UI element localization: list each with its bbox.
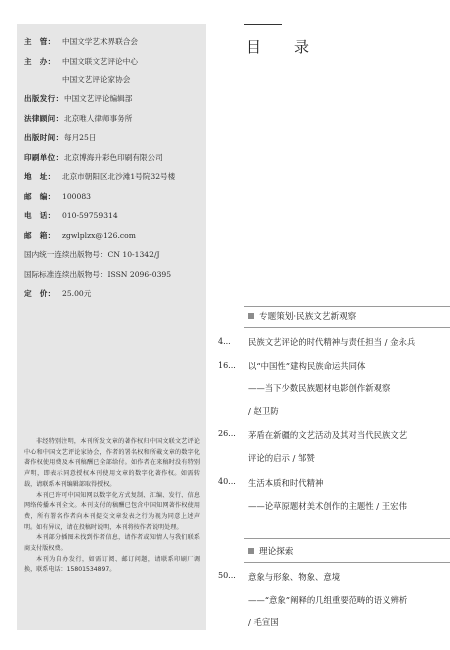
masthead-value: 中国文学艺术界联合会: [62, 37, 138, 46]
toc-title: 目 录: [246, 38, 319, 56]
toc-entry-title[interactable]: 以“中国性”建构民族命运共同体: [248, 361, 366, 371]
masthead-label: 邮 箱：: [24, 230, 56, 240]
masthead-row-phone: [24, 211, 204, 231]
section-rule: [244, 538, 450, 539]
masthead-row-price: [24, 289, 204, 309]
table-of-contents: [214, 0, 450, 650]
masthead-label: 主 办：: [24, 56, 56, 66]
masthead-row-postcode: [24, 192, 204, 212]
masthead-value: 国际标准连续出版物号：ISSN 2096-0395: [24, 269, 172, 279]
masthead-row-supervisor: [24, 37, 204, 57]
masthead-value: 北京博海升彩色印刷有限公司: [64, 152, 163, 162]
section-rule: [244, 327, 450, 328]
title-rule: [244, 24, 282, 25]
toc-page-number: 40...: [218, 477, 236, 486]
masthead-value: 北京市朝阳区北沙滩1号院32号楼: [62, 172, 176, 181]
toc-page-number: 26...: [218, 429, 236, 438]
masthead-row-legal: [24, 114, 204, 134]
masthead-label: 法律顾问：: [24, 113, 64, 123]
masthead-label: 电 话：: [24, 211, 56, 220]
masthead-value: 北京唯人律师事务所: [64, 113, 133, 123]
masthead-row-issn: [24, 270, 204, 290]
toc-page-number: 50...: [218, 571, 236, 580]
toc-entry-title[interactable]: 民族文艺评论的时代精神与责任担当 / 金永兵: [248, 337, 416, 347]
masthead-label: 地 址：: [24, 172, 56, 181]
masthead-panel: [17, 24, 206, 630]
masthead-row-sponsor: [24, 57, 204, 75]
masthead-label: 出版发行：: [24, 94, 64, 103]
section-square-icon: [248, 548, 254, 554]
toc-page-number: 4...: [218, 337, 231, 346]
toc-entry-subtitle[interactable]: ——当下少数民族题材电影创作新观察: [248, 383, 391, 393]
masthead-value: 每月25日: [64, 133, 97, 142]
copyright-notice: [24, 437, 200, 576]
notice-paragraph: 非经特别注明，本刊所发文章的著作权归中国文联文艺评论中心和中国文艺评论家协会，作者的署名权和所載文章的数字化著作权使用费及本刊稿酬已全部给付。如作者在来稿时没有特别声明，即表示同意授权本刊使用文章的数字化著作权。如需转载，请联系本刊编辑部取得授权。: [24, 438, 200, 488]
masthead-label: 定 价：: [24, 289, 56, 298]
masthead-value: 010-59759314: [62, 211, 118, 220]
masthead-row-printer: [24, 153, 204, 173]
toc-entry-title[interactable]: 茅盾在新疆的文艺活动及其对当代民族文艺: [248, 430, 408, 440]
toc-entry-title[interactable]: 生活本质和时代精神: [248, 478, 324, 488]
section-heading-special: [248, 310, 356, 322]
toc-entry-title[interactable]: 意象与形象、物象、意境: [248, 572, 341, 582]
section-heading-theory: [248, 545, 293, 557]
masthead-row-cn: [24, 250, 204, 270]
notice-paragraph: 本刊已许可中国知网以数字化方式复制、汇编、发行、信息网络传播本刊全文。本刊支付的稿酬已包含中国知网著作权使用费，所有署名作者向本刊提交文章发表之行为视为同意上述声明。如有异议，请在投稿时说明，本刊将按作者说明处理。: [24, 491, 200, 531]
masthead-label: 主 管：: [24, 37, 56, 46]
masthead-row-date: [24, 133, 204, 153]
masthead-value: 中国文艺评论家协会: [62, 74, 131, 84]
masthead-label: 邮 编：: [24, 191, 56, 201]
masthead-row-publisher: [24, 94, 204, 114]
masthead-row-address: [24, 172, 204, 192]
toc-entry-author[interactable]: / 毛宣国: [248, 617, 279, 627]
toc-entry-author[interactable]: / 赵卫防: [248, 406, 279, 416]
toc-entry-title-cont[interactable]: 评论的启示 / 邹赞: [248, 453, 315, 463]
masthead-value: 25.00元: [62, 289, 92, 298]
masthead-value: 中国文联文艺评论中心: [62, 56, 138, 66]
section-heading-text: 理论探索: [259, 547, 294, 557]
section-rule: [244, 562, 450, 563]
masthead-label: 印刷单位：: [24, 152, 64, 162]
masthead-label: 出版时间：: [24, 133, 64, 142]
toc-entry-subtitle[interactable]: ——“意象”阐释的几组重要范畴的语义辨析: [248, 595, 408, 605]
toc-page-number: 16...: [218, 361, 236, 370]
masthead-row-sponsor-2: [24, 75, 204, 95]
section-heading-text: 专题策划·民族文艺新观察: [259, 312, 357, 322]
notice-paragraph: 本刊部分插图未找到作者信息，请作者或知情人与我们联系商支付版权费。: [24, 534, 200, 553]
toc-entry-subtitle[interactable]: ——论草原题材美术创作的主题性 / 王宏伟: [248, 501, 407, 511]
masthead-row-email: [24, 231, 204, 251]
section-rule: [244, 306, 450, 307]
masthead-info: [24, 37, 204, 309]
masthead-value: 中国文艺评论编辑部: [64, 94, 133, 103]
masthead-value: zgwlplzx@126.com: [62, 230, 136, 240]
notice-paragraph: 本刊为自办发行，如需订阅、邮订问题，请联系印刷厂调换，联系电话：15801534897。: [24, 555, 200, 574]
masthead-value: 100083: [62, 191, 91, 201]
section-square-icon: [248, 313, 254, 319]
masthead-value: 国内统一连续出版物号：CN 10-1342/J: [24, 250, 160, 259]
